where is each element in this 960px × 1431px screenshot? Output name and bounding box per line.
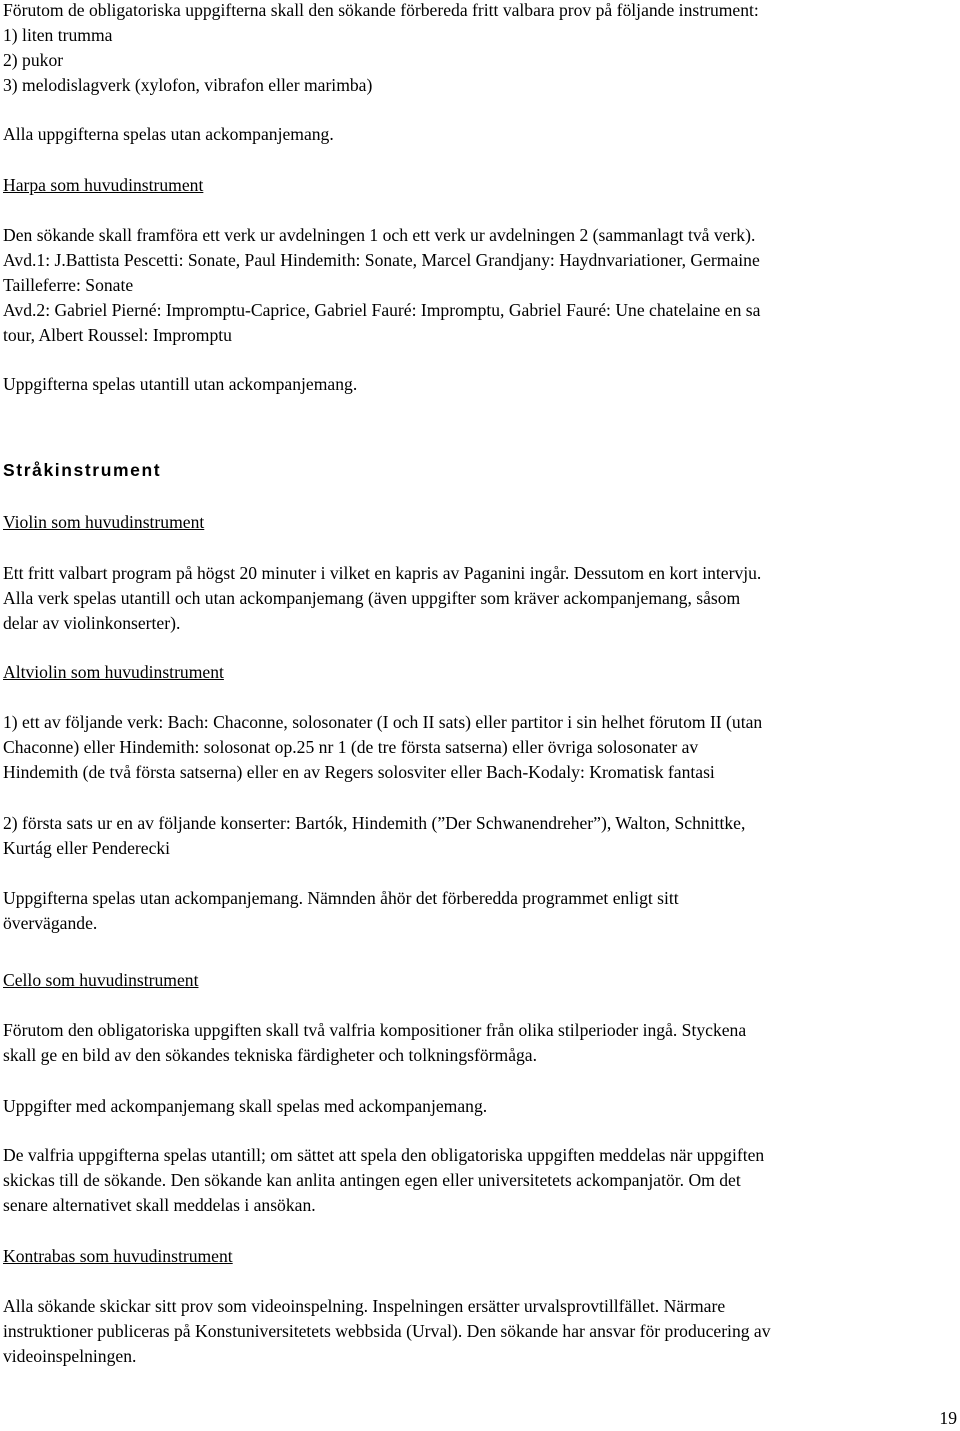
violin-paragraph: Ett fritt valbart program på högst 20 minuter i vilket en kapris av Paganini ingår. Dessutom en kort intervju. Alla verk spelas utantill och utan ackompanjemang (även uppgifter som kräver ackompanjemang, såsom delar av violinkonserter). — [3, 563, 762, 633]
altviolin-paragraph-1: 1) ett av följande verk: Bach: Chaconne, solosonater (I och II sats) eller partitor i sin helhet förutom II (utan Chaconne) eller Hindemith: solosonat op.25 nr 1 (de tre första satserna) eller övriga solosonater av Hindemith (de två första satserna) eller en av Regers solosviter eller Bach-Kodaly: Kromatisk fantasi — [3, 712, 763, 782]
violin-heading: Violin som huvudinstrument — [3, 512, 205, 532]
altviolin-paragraph-2: 2) första sats ur en av följande konserter: Bartók, Hindemith (”Der Schwanendreher”), Walton, Schnittke, Kurtág eller Penderecki — [3, 813, 746, 858]
intro-list-item: 3) melodislagverk (xylofon, vibrafon eller marimba) — [3, 75, 373, 95]
intro-note: Alla uppgifterna spelas utan ackompanjemang. — [3, 124, 334, 144]
kontrabas-heading: Kontrabas som huvudinstrument — [3, 1246, 233, 1266]
cello-paragraph-1: Förutom den obligatoriska uppgiften skall två valfria kompositioner från olika stilperioder ingå. Styckena skall ge en bild av den sökandes tekniska färdigheter och tolkningsförmåga. — [3, 1020, 747, 1065]
altviolin-paragraph-3: Uppgifterna spelas utan ackompanjemang. Nämnden åhör det förberedda programmet enligt sitt övervägande. — [3, 888, 679, 933]
intro-list-item: 1) liten trumma — [3, 25, 113, 45]
harpa-heading: Harpa som huvudinstrument — [3, 175, 204, 195]
intro-block — [3, 0, 759, 98]
page-number: 19 — [939, 1408, 957, 1428]
kontrabas-paragraph: Alla sökande skickar sitt prov som videoinspelning. Inspelningen ersätter urvalsprovtillfället. Närmare instruktioner publiceras på Konstuniversitetets webbsida (Urval). Den sökande har ansvar för producering av videoinspelningen. — [3, 1296, 771, 1366]
harpa-note: Uppgifterna spelas utantill utan ackompanjemang. — [3, 374, 358, 394]
section-title: Stråkinstrument — [3, 460, 162, 480]
intro-text: Förutom de obligatoriska uppgifterna skall den sökande förbereda fritt valbara prov på följande instrument: — [3, 0, 759, 20]
altviolin-heading: Altviolin som huvudinstrument — [3, 662, 224, 682]
cello-heading: Cello som huvudinstrument — [3, 970, 199, 990]
harpa-paragraph: Den sökande skall framföra ett verk ur avdelningen 1 och ett verk ur avdelningen 2 (sammanlagt två verk). Avd.1: J.Battista Pescetti: Sonate, Paul Hindemith: Sonate, Marcel Grandjany: Haydnvariationer, Germaine Tailleferre: Sonate Avd.2: Gabriel Pierné: Impromptu-Caprice, Gabriel Fauré: Impromptu, Gabriel Fauré: Une chatelaine en sa tour, Albert Roussel: Impromptu — [3, 225, 761, 345]
intro-list-item: 2) pukor — [3, 50, 64, 70]
cello-paragraph-3: De valfria uppgifterna spelas utantill; om sättet att spela den obligatoriska uppgiften meddelas när uppgiften skickas till de sökande. Den sökande kan anlita antingen egen eller universitetets ackompanjatör. Om det senare alternativet skall meddelas i ansökan. — [3, 1145, 765, 1215]
cello-paragraph-2: Uppgifter med ackompanjemang skall spelas med ackompanjemang. — [3, 1096, 488, 1116]
